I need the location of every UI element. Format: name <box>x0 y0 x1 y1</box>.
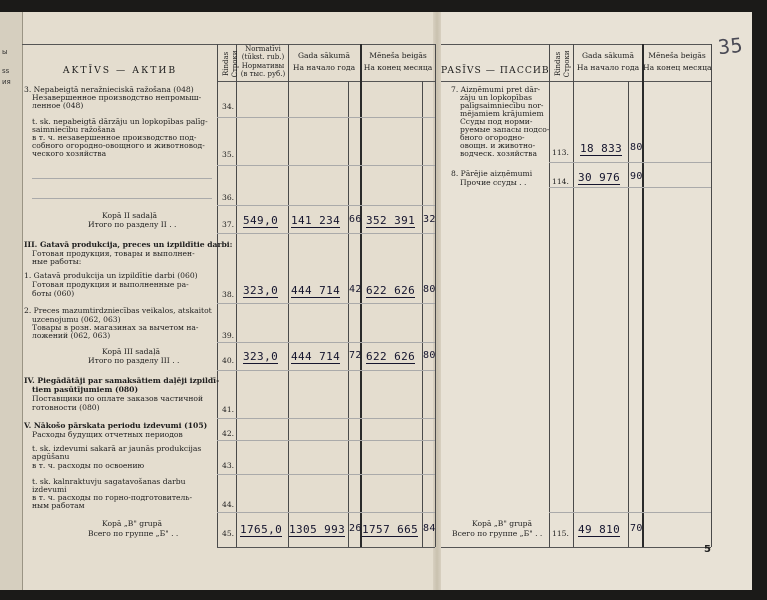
row-label: 7. Aizņēmumi pret dār- <box>451 85 541 94</box>
row-label: ческого хозяйства <box>32 149 107 158</box>
rule-line <box>711 44 712 547</box>
row-label: apgūšanu <box>32 452 70 461</box>
norm-value: 323,0 <box>243 350 279 363</box>
row-rule <box>217 370 435 371</box>
row-label: ные работы: <box>32 257 82 266</box>
row-label: 1. Gatavā produkcija un izpildītie darbi (060) <box>24 271 198 280</box>
row-number-header: Rindas <box>222 51 231 77</box>
row-label: Прочие ссуды . . <box>460 178 527 187</box>
norms-header: Normatīvi (tūkst. rub.) <box>241 45 285 61</box>
row-label: t. sk. kalnraktuvju sagatavošanas darbu <box>32 477 186 486</box>
start-kopecks: 70 <box>630 523 643 534</box>
row-label: Расходы будущих отчетных периодов <box>32 430 183 439</box>
row-rule <box>217 474 435 475</box>
start-of-year-header: На начало года <box>576 63 640 72</box>
blank-line <box>32 198 212 199</box>
start-value: 49 810 <box>578 523 621 536</box>
row-label: Поставщики по оплате заказов частичной <box>32 394 204 403</box>
row-label: боты (060) <box>32 289 75 298</box>
rule-line <box>573 44 574 547</box>
row-label: t. sk. izdevumi sakarā ar jaunās produkcijas <box>32 444 202 453</box>
row-label: saimniecību ražošana <box>32 125 116 134</box>
row-rule <box>549 512 711 513</box>
row-label: zāju un lopkopības <box>460 93 532 102</box>
end-of-month-header: Mēneša beigās <box>369 51 427 60</box>
start-value: 141 234 <box>291 214 341 227</box>
row-number: 41. <box>222 405 235 414</box>
row-label: руемые запасы подсо- <box>460 125 550 134</box>
section-heading: tiem pasūtījumiem (080) <box>32 385 139 394</box>
header-rule <box>441 81 711 82</box>
section-heading: III. Gatavā produkcija, preces un izpildītie darbi: <box>24 240 233 249</box>
edge-text: ия <box>2 78 11 86</box>
rule-line <box>642 44 644 547</box>
row-label: mējamiem krājumiem <box>460 109 544 118</box>
row-rule <box>217 418 435 419</box>
end-of-month-header: Mēneša beigās <box>648 51 706 60</box>
header-rule <box>217 81 435 82</box>
start-of-year-header: Gada sākumā <box>297 51 351 60</box>
start-kopecks: 26 <box>349 523 362 534</box>
row-label: Итого по разделу III . . <box>88 356 180 365</box>
row-number-header: Строки <box>231 50 240 78</box>
end-kopecks: 84 <box>423 523 436 534</box>
row-number: 39. <box>222 331 235 340</box>
row-label: ным работам <box>32 501 85 510</box>
row-label: в т. ч. расходы по горно-подготовитель- <box>32 493 193 502</box>
row-label: в т. ч. незавершенное производство под- <box>32 133 197 142</box>
row-label: водческ. хозяйства <box>460 149 537 158</box>
start-kopecks: 42 <box>349 284 362 295</box>
row-rule <box>217 440 435 441</box>
row-number-header: Строки <box>563 50 572 78</box>
row-rule <box>217 303 435 304</box>
norm-value: 549,0 <box>243 214 279 227</box>
row-label: собного огородно-овощного и животновод- <box>32 141 205 150</box>
section-heading: V. Nākošo pārskata periodu izdevumi (105) <box>24 421 208 430</box>
end-value: 352 391 <box>366 214 416 227</box>
row-label: овощн. и животно- <box>460 141 536 150</box>
sheet-number: 35 <box>716 32 745 60</box>
row-label: Kopā II sadaļā <box>102 211 158 220</box>
rule-line <box>422 81 423 547</box>
row-label: Всего по группе „Б" . . <box>452 529 543 538</box>
row-rule <box>549 162 711 163</box>
row-number: 36. <box>222 193 235 202</box>
rule-line <box>236 44 237 547</box>
start-value: 18 833 <box>580 142 623 155</box>
row-number: 40. <box>222 356 235 365</box>
start-kopecks: 90 <box>630 171 643 182</box>
row-number: 43. <box>222 461 235 470</box>
start-value: 30 976 <box>578 171 621 184</box>
rule-line <box>348 81 349 547</box>
row-label: ложений (062, 063) <box>32 331 111 340</box>
section-heading: IV. Piegādātāji par samaksātiem daļēji izpildī- <box>24 376 220 385</box>
row-label: 2. Preces mazumtirdzniecības veikalos, atskaitot <box>24 306 212 315</box>
start-value: 444 714 <box>291 284 341 297</box>
end-value: 1757 665 <box>362 523 419 536</box>
row-label: uzcenojumu (062, 063) <box>32 315 121 324</box>
row-label: Kopā „B" grupā <box>472 519 533 528</box>
row-rule <box>217 117 435 118</box>
row-rule <box>217 165 435 166</box>
rule-line <box>288 44 289 547</box>
rule-line <box>435 44 436 547</box>
start-kopecks: 66 <box>349 214 362 225</box>
row-number: 114. <box>552 177 569 186</box>
row-label: 3. Nepabeigtā neražnieciskā ražošana (048) <box>24 85 194 94</box>
row-label: Готовая продукция, товары и выполнен- <box>32 249 195 258</box>
end-value: 622 626 <box>366 350 416 363</box>
blank-line <box>32 178 212 179</box>
rule-line <box>628 81 629 547</box>
row-rule <box>217 342 435 343</box>
row-label: 8. Pārējie aizņēmumi <box>451 169 533 178</box>
row-rule <box>549 187 711 188</box>
row-label: Готовая продукция и выполненные ра- <box>32 280 189 289</box>
row-rule <box>217 205 435 206</box>
row-number: 44. <box>222 500 235 509</box>
rule-line <box>549 44 550 547</box>
page-title: PASĪVS — ПАССИВ <box>441 65 550 76</box>
table-top-rule <box>22 44 435 45</box>
start-value: 444 714 <box>291 350 341 363</box>
page-title: AKTĪVS — АКТИВ <box>62 65 178 76</box>
end-value: 622 626 <box>366 284 416 297</box>
norms-header: Нормативы (в тыс. руб.) <box>240 62 286 78</box>
row-label: Kopā III sadaļā <box>102 347 161 356</box>
rule-line <box>217 44 218 547</box>
row-label: Всего по группе „Б" . . <box>88 529 179 538</box>
row-label: ленное (048) <box>32 101 84 110</box>
row-number: 113. <box>552 148 569 157</box>
row-label: palīgsaimniecību nor- <box>460 101 544 110</box>
row-number-header: Rindas <box>554 51 563 77</box>
start-kopecks: 72 <box>349 350 362 361</box>
rule-line <box>360 44 362 547</box>
end-of-month-header: На конец месяца <box>363 63 433 72</box>
row-number: 115. <box>552 529 569 538</box>
row-label: izdevumi <box>32 485 67 494</box>
row-label: бного огородно- <box>460 133 525 142</box>
start-value: 1305 993 <box>289 523 346 536</box>
page-number: 5 <box>704 544 711 555</box>
row-label: Итого по разделу II . . <box>88 220 177 229</box>
row-label: Ссуды под норми- <box>460 117 533 126</box>
row-number: 34. <box>222 102 235 111</box>
start-of-year-header: Gada sākumā <box>581 51 635 60</box>
norm-value: 1765,0 <box>240 523 283 536</box>
end-kopecks: 80 <box>423 350 436 361</box>
table-bottom-rule <box>217 547 435 548</box>
row-rule <box>217 512 435 513</box>
start-of-year-header: На начало года <box>292 63 356 72</box>
row-number: 45. <box>222 529 235 538</box>
row-label: Kopā „B" grupā <box>102 519 163 528</box>
row-label: Незавершенное производство непромыш- <box>32 93 202 102</box>
start-kopecks: 80 <box>630 142 643 153</box>
row-rule <box>217 233 435 234</box>
row-label: t. sk. nepabeigtā dārzāju un lopkopības palīg- <box>32 117 208 126</box>
row-label: готовности (080) <box>32 403 100 412</box>
previous-page-edge <box>0 12 23 590</box>
row-number: 35. <box>222 150 235 159</box>
edge-text: ss <box>2 67 10 75</box>
end-of-month-header: На конец месяца <box>643 63 712 72</box>
edge-text: ы <box>2 48 8 56</box>
row-number: 38. <box>222 290 235 299</box>
row-label: Товары в розн. магазинах за вычетом на- <box>32 323 199 332</box>
row-label: в т. ч. расходы по освоению <box>32 461 145 470</box>
table-top-rule <box>441 44 711 45</box>
end-kopecks: 32 <box>423 214 436 225</box>
table-bottom-rule <box>441 547 711 548</box>
row-number: 42. <box>222 429 235 438</box>
end-kopecks: 80 <box>423 284 436 295</box>
norm-value: 323,0 <box>243 284 279 297</box>
row-number: 37. <box>222 220 235 229</box>
